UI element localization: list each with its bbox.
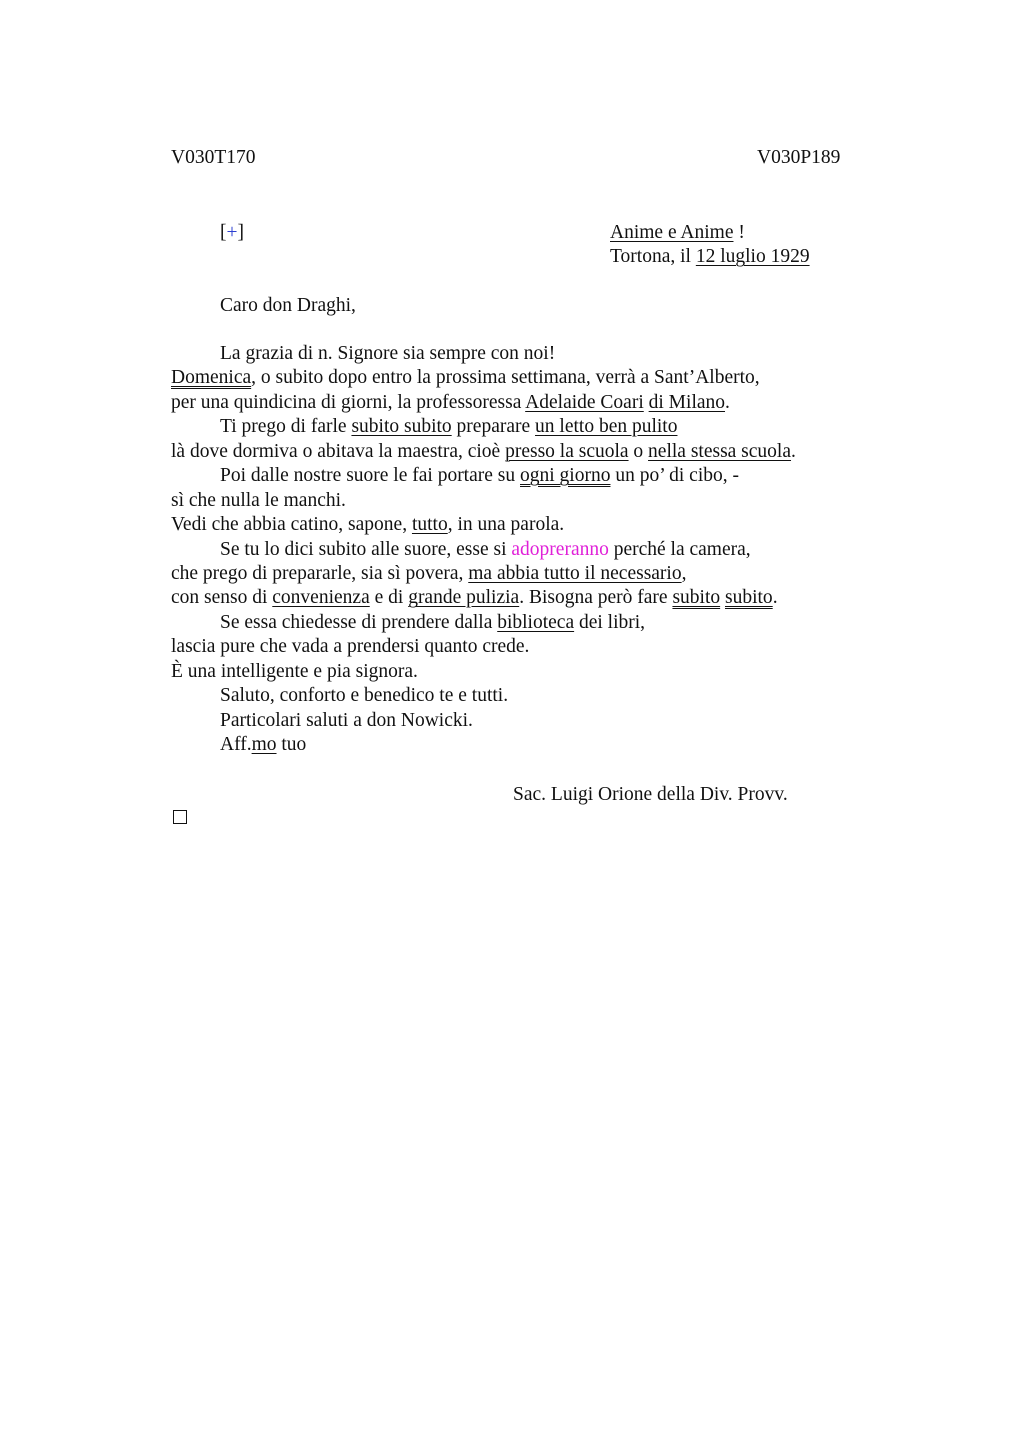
underlined-text: ma abbia tutto il necessario [468,562,682,584]
empty-checkbox-icon [173,810,187,824]
underlined-text: nella stessa scuola [648,440,792,462]
text: o [628,440,649,462]
text: Vedi che abbia catino, sapone, [171,514,412,536]
underlined-text: un letto ben pulito [535,416,678,438]
text: con senso di [171,587,273,609]
underlined-text: mo [251,734,277,755]
highlighted-text: adopreranno [511,538,609,560]
underlined-text: subito [725,587,773,609]
text: che prego di prepararle, sia sì povera, [171,562,469,584]
text: . [791,440,796,462]
text: un po’ di cibo, - [610,465,739,487]
text: La grazia di n. Signore sia sempre con noi! [220,343,556,364]
underlined-text: di Milano [648,391,726,413]
underlined-text: tutto [411,514,448,536]
date-text: 12 luglio 1929 [695,246,810,267]
text: preparare [451,416,536,438]
body-line [171,586,871,610]
underlined-text: convenienza [272,587,370,609]
text: là dove dormiva o abitava la maestra, cioè [171,440,506,462]
page-code-right: V030P189 [757,147,841,168]
text: , in una parola. [447,514,565,536]
underlined-text: Domenica [171,367,252,389]
marker-close: ] [237,222,244,243]
text: . Bisogna però fare [519,587,673,609]
body-line [171,611,871,635]
text: lascia pure che vada a prendersi quanto crede. [171,636,530,658]
underlined-text: biblioteca [497,611,575,633]
closing-line [171,733,871,757]
underlined-text: subito [672,587,721,609]
text: . [725,391,730,413]
text: tuo [276,734,307,755]
title-text: Anime e Anime [610,222,734,243]
underlined-text: Adelaide Coari [525,391,644,413]
body-line [171,342,871,366]
text: È una intelligente e pia signora. [171,660,418,682]
text: Se tu lo dici subito alle suore, esse si [220,538,512,560]
title-suffix: ! [733,222,745,243]
letter-body [171,342,871,757]
text: , [681,562,687,584]
body-line [171,538,871,562]
body-line [171,709,871,733]
text: Ti prego di farle [220,416,352,438]
underlined-text: presso la scuola [505,440,629,462]
underlined-text: subito subito [351,416,452,438]
body-line [171,391,871,415]
text: perché la camera, [608,538,751,560]
greeting: Caro don Draghi, [220,295,356,316]
body-line [171,415,871,439]
marker-open: [ [220,222,227,243]
body-line [171,440,871,464]
text: e di [369,587,409,609]
letter-title [610,221,745,245]
body-line [171,660,871,684]
underlined-text: grande pulizia [408,587,520,609]
doc-code-left: V030T170 [171,147,256,168]
letter-date [610,245,810,269]
text: Particolari saluti a don Nowicki. [220,709,473,731]
body-line [171,464,871,488]
body-line [171,635,871,659]
text: sì che nulla le manchi. [171,489,346,511]
signature: Sac. Luigi Orione della Div. Provv. [513,784,788,805]
place-text: Tortona, il [610,246,696,267]
plus-marker [220,221,244,245]
text: . [772,587,778,609]
text: per una quindicina di giorni, la professoressa [171,391,526,413]
underlined-text: ogni giorno [520,465,611,487]
body-line [171,684,871,708]
body-line [171,366,871,390]
text: Se essa chiedesse di prendere dalla [220,611,498,633]
text: Saluto, conforto e benedico te e tutti. [220,685,509,707]
body-line [171,562,871,586]
body-line [171,489,871,513]
text: , o subito dopo entro la prossima settimana, verrà a Sant’Alberto, [251,367,760,389]
body-line [171,513,871,537]
plus-link[interactable]: + [226,222,238,243]
text: Aff. [220,734,252,755]
text: dei libri, [574,611,646,633]
text: Poi dalle nostre suore le fai portare su [220,465,520,487]
